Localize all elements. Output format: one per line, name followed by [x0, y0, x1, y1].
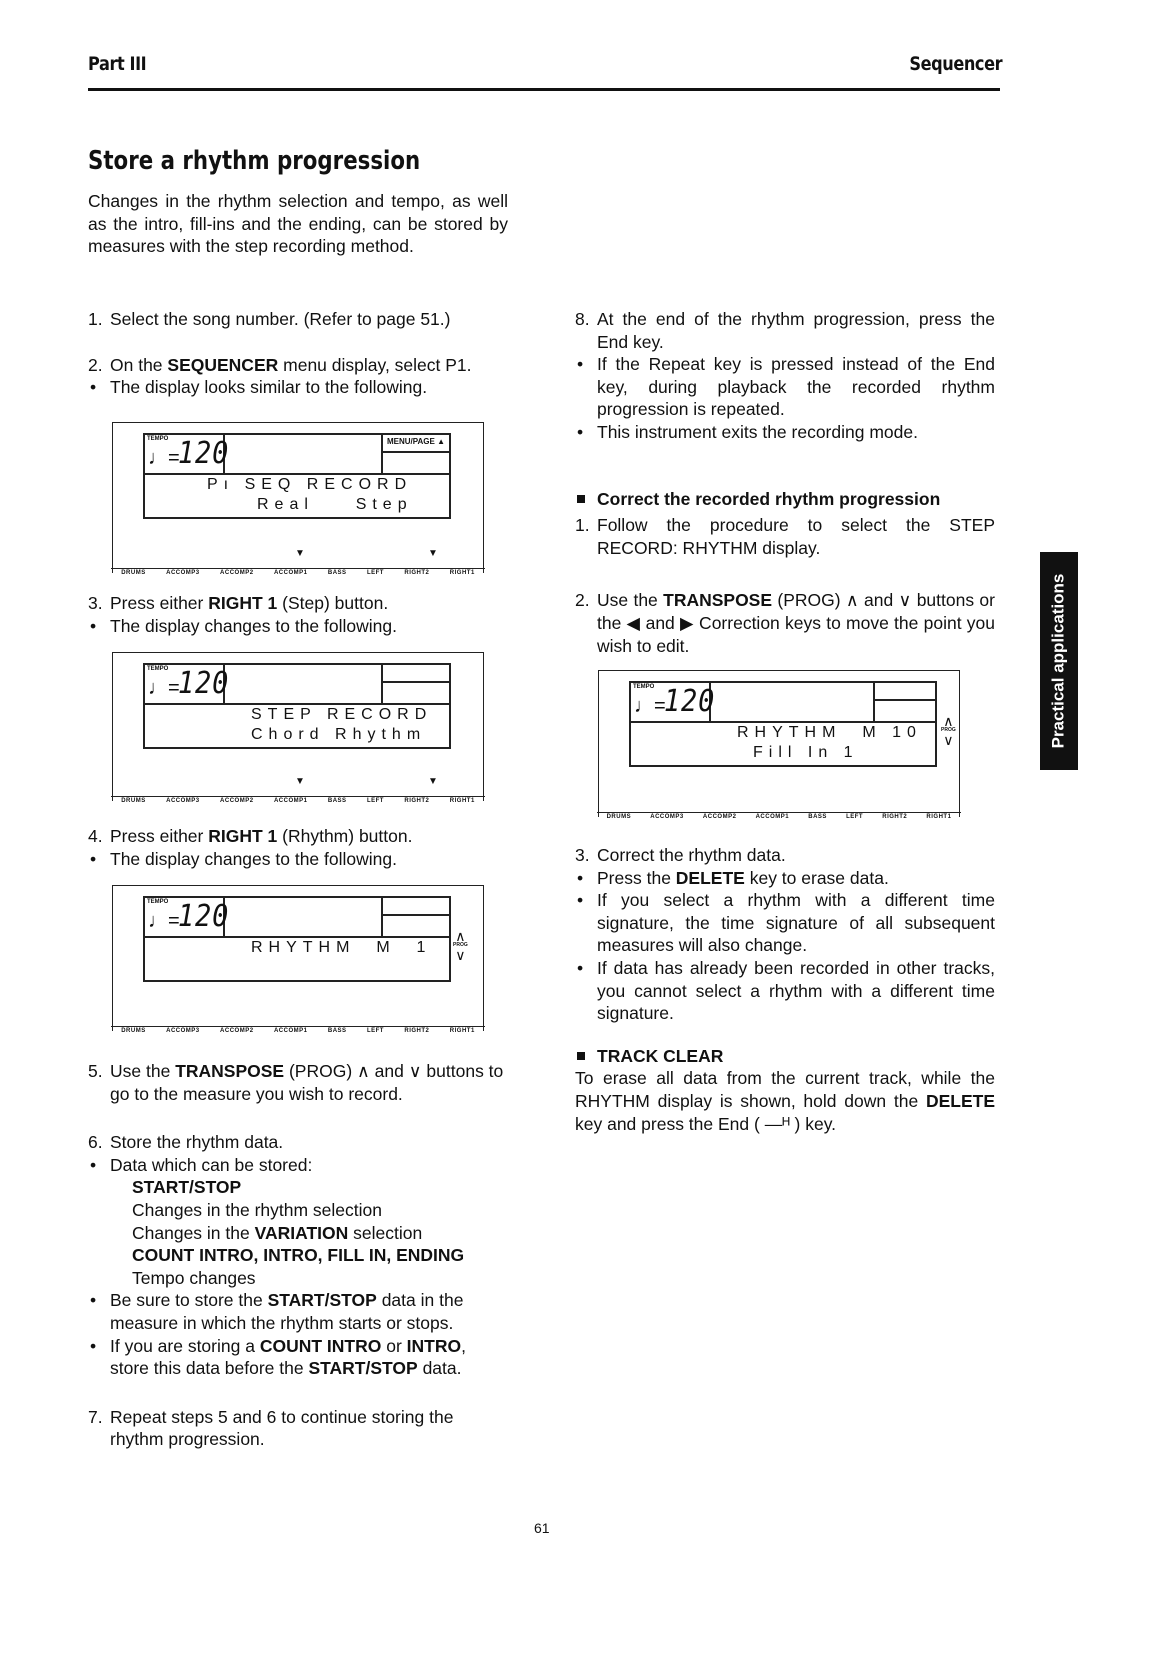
- lcd-display-seq-record: TEMPO ♩= 120 MENU/PAGE ▲ Pı SEQ RECORD Real Step ▼ ▼ DRUMS ACCOMP3 ACCOMP2 ACCOMP1 BASS LEFT RIGHT2 RIGHT1: [112, 422, 484, 573]
- header-rule: [88, 88, 1000, 91]
- c3-note-3: • If data has already been recorded in other tracks, you cannot select a rhythm with a different time signature.: [575, 957, 995, 1025]
- step-6: 6. Store the rhythm data.: [88, 1132, 284, 1153]
- step-6-note: • Data which can be stored:: [88, 1154, 508, 1177]
- c3-note-2: • If you select a rhythm with a different time signature, the time signature of all subsequent measures will also change.: [575, 889, 995, 957]
- step-3: 3. Press either RIGHT 1 (Step) button.: [88, 593, 389, 613]
- step-2-note: • The display looks similar to the following.: [88, 376, 508, 399]
- step-1: 1. Select the song number. (Refer to page 51.): [88, 309, 451, 329]
- lcd-display-rhythm: TEMPO ♩= 120 RHYTHM M 1 ∧ PROG ∨ DRUMS ACCOMP3 ACCOMP2 ACCOMP1 BASS LEFT RIGHT2 RIGHT1: [112, 885, 484, 1031]
- section-heading-track-clear: TRACK CLEAR: [575, 1045, 995, 1068]
- step-4: 4. Press either RIGHT 1 (Rhythm) button.: [88, 826, 413, 846]
- menu-page-indicator: MENU/PAGE ▲: [387, 437, 445, 446]
- lcd-display-rhythm-fill: TEMPO ♩= 120 RHYTHM M 10 Fill In 1 ∧ PROG ∨ DRUMS ACCOMP3 ACCOMP2 ACCOMP1 BASS LEFT RIGHT2 RIGHT1: [598, 670, 960, 817]
- step-8-note-2: • This instrument exits the recording mode.: [575, 421, 995, 444]
- tempo-value: 120: [177, 436, 230, 471]
- section-heading-correct: Correct the recorded rhythm progression: [575, 488, 995, 511]
- step-8: 8. At the end of the rhythm progression, press the End key.: [575, 309, 995, 352]
- side-tab: Practical applications: [1040, 552, 1078, 770]
- lcd-track-labels: DRUMS ACCOMP3 ACCOMP2 ACCOMP1 BASS LEFT RIGHT2 RIGHT1: [111, 568, 485, 577]
- track-clear-paragraph: To erase all data from the current track, while the RHYTHM display is shown, hold down the DELETE key and press the End ( —ᴴ ) key.: [575, 1068, 995, 1134]
- step-2: 2. On the SEQUENCER menu display, select P1.: [88, 354, 472, 375]
- step-4-note: • The display changes to the following.: [88, 848, 508, 871]
- step-7: 7. Repeat steps 5 and 6 to continue storing the rhythm progression.: [88, 1406, 454, 1450]
- step-3-note: • The display changes to the following.: [88, 615, 508, 638]
- page-number: 61: [534, 1520, 550, 1536]
- step-8-note-1: • If the Repeat key is pressed instead of the End key, during playback the recorded rhythm progression is repeated.: [575, 353, 995, 421]
- intro-paragraph: Changes in the rhythm selection and tempo, as well as the intro, fill-ins and the ending, can be stored by measures with the step recording method.: [88, 191, 508, 257]
- step-5: 5. Use the TRANSPOSE (PROG) ∧ and ∨ buttons to go to the measure you wish to record.: [88, 1061, 504, 1104]
- lcd-display-step-record: TEMPO ♩= 120 STEP RECORD Chord Rhythm ▼ ▼ DRUMS ACCOMP3 ACCOMP2 ACCOMP1 BASS LEFT RIGHT2 RIGHT1: [112, 652, 484, 801]
- page-title: Store a rhythm progression: [88, 146, 421, 176]
- header-section: Sequencer: [909, 53, 1002, 75]
- header-part: Part III: [88, 53, 147, 75]
